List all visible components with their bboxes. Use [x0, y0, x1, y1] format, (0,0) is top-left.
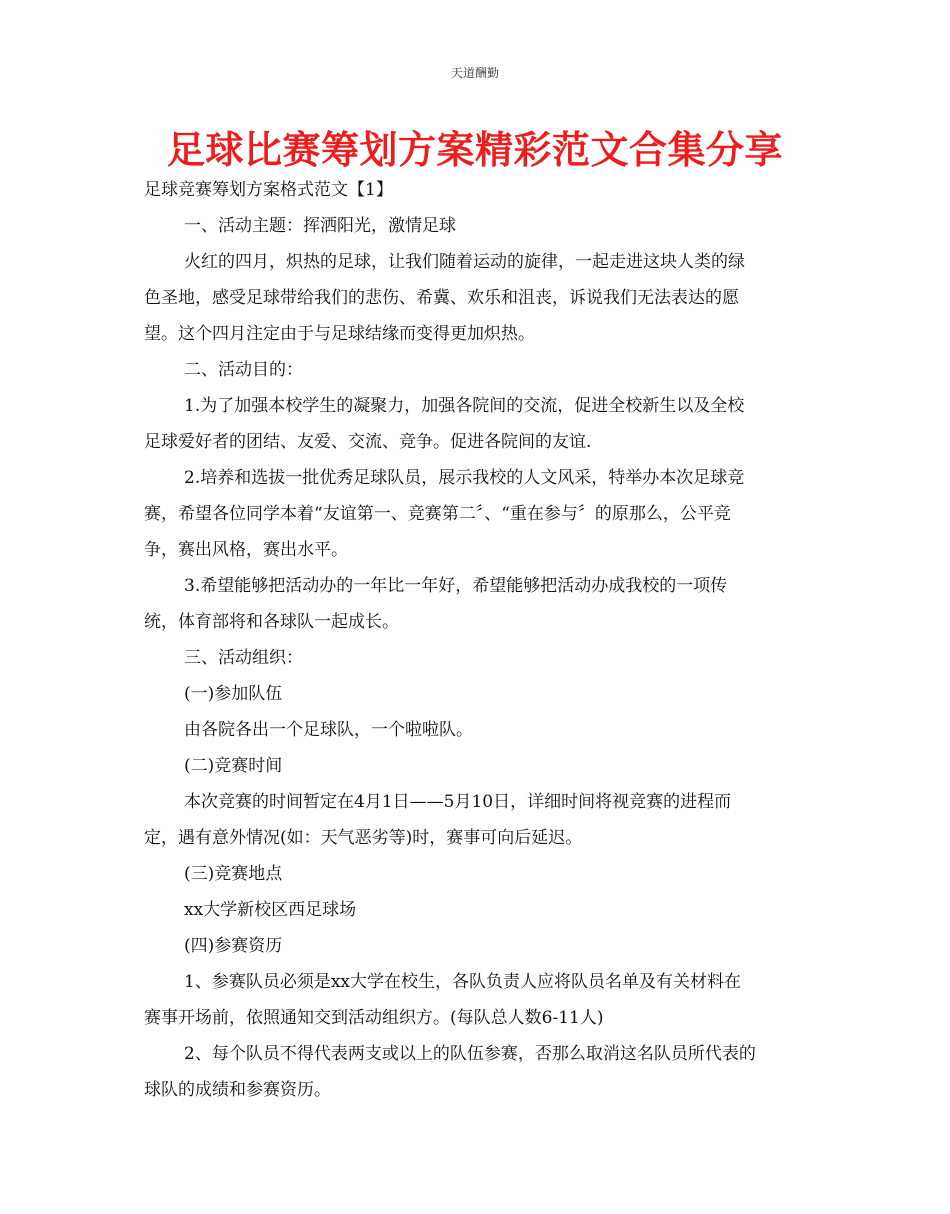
- text-line: 二、活动目的：: [184, 360, 303, 380]
- text-line: (四)参赛资历: [184, 936, 283, 956]
- paragraph-lines: [144, 208, 809, 1108]
- text-line: (三)竞赛地点: [184, 864, 283, 884]
- page-header: 天道酬勤: [450, 66, 499, 80]
- section-subtitle: 足球竞赛筹划方案格式范文【1】: [144, 180, 393, 200]
- document-title: 足球比赛筹划方案精彩范文合集分享: [166, 128, 783, 172]
- text-line: 由各院各出一个足球队，一个啦啦队。: [184, 720, 473, 740]
- text-line: 色圣地，感受足球带给我们的悲伤、希冀、欢乐和沮丧，诉说我们无法表达的愿: [144, 288, 739, 308]
- document-body: [144, 172, 809, 1108]
- text-line: (二)竞赛时间: [184, 756, 283, 776]
- text-line: 本次竞赛的时间暂定在4月1日——5月10日，详细时间将视竞赛的进程而: [184, 792, 732, 812]
- text-line: 3.希望能够把活动办的一年比一年好，希望能够把活动办成我校的一项传: [184, 576, 728, 596]
- text-line: 火红的四月，炽热的足球，让我们随着运动的旋律，一起走进这块人类的绿: [184, 252, 745, 272]
- text-line: (一)参加队伍: [184, 684, 283, 704]
- text-line: 一、活动主题：挥洒阳光，激情足球: [184, 216, 456, 236]
- text-line: 2、每个队员不得代表两支或以上的队伍参赛，否那么取消这名队员所代表的: [184, 1044, 756, 1064]
- text-line: 足球爱好者的团结、友爱、交流、竞争。促进各院间的友谊.: [144, 432, 592, 452]
- text-line: 统，体育部将和各球队一起成长。: [144, 612, 399, 632]
- text-line: 球队的成绩和参赛资历。: [144, 1080, 331, 1100]
- text-line: xx大学新校区西足球场: [184, 900, 357, 920]
- text-line: 2.培养和选拔一批优秀足球队员，展示我校的人文风采，特举办本次足球竞: [184, 468, 745, 488]
- text-line: 三、活动组织：: [184, 648, 303, 668]
- text-line: 定，遇有意外情况(如：天气恶劣等)时，赛事可向后延迟。: [144, 828, 583, 848]
- text-line: 望。这个四月注定由于与足球结缘而变得更加炽热。: [144, 324, 535, 344]
- text-line: 赛事开场前，依照通知交到活动组织方。(每队总人数6-11人): [144, 1008, 604, 1028]
- text-line: 1.为了加强本校学生的凝聚力，加强各院间的交流，促进全校新生以及全校: [184, 396, 745, 416]
- text-line: 赛，希望各位同学本着“友谊第一、竞赛第二〞、“重在参与〞的原那么，公平竞: [144, 504, 731, 524]
- text-line: 1、参赛队员必须是xx大学在校生，各队负责人应将队员名单及有关材料在: [184, 972, 741, 992]
- text-line: 争，赛出风格，赛出水平。: [144, 540, 348, 560]
